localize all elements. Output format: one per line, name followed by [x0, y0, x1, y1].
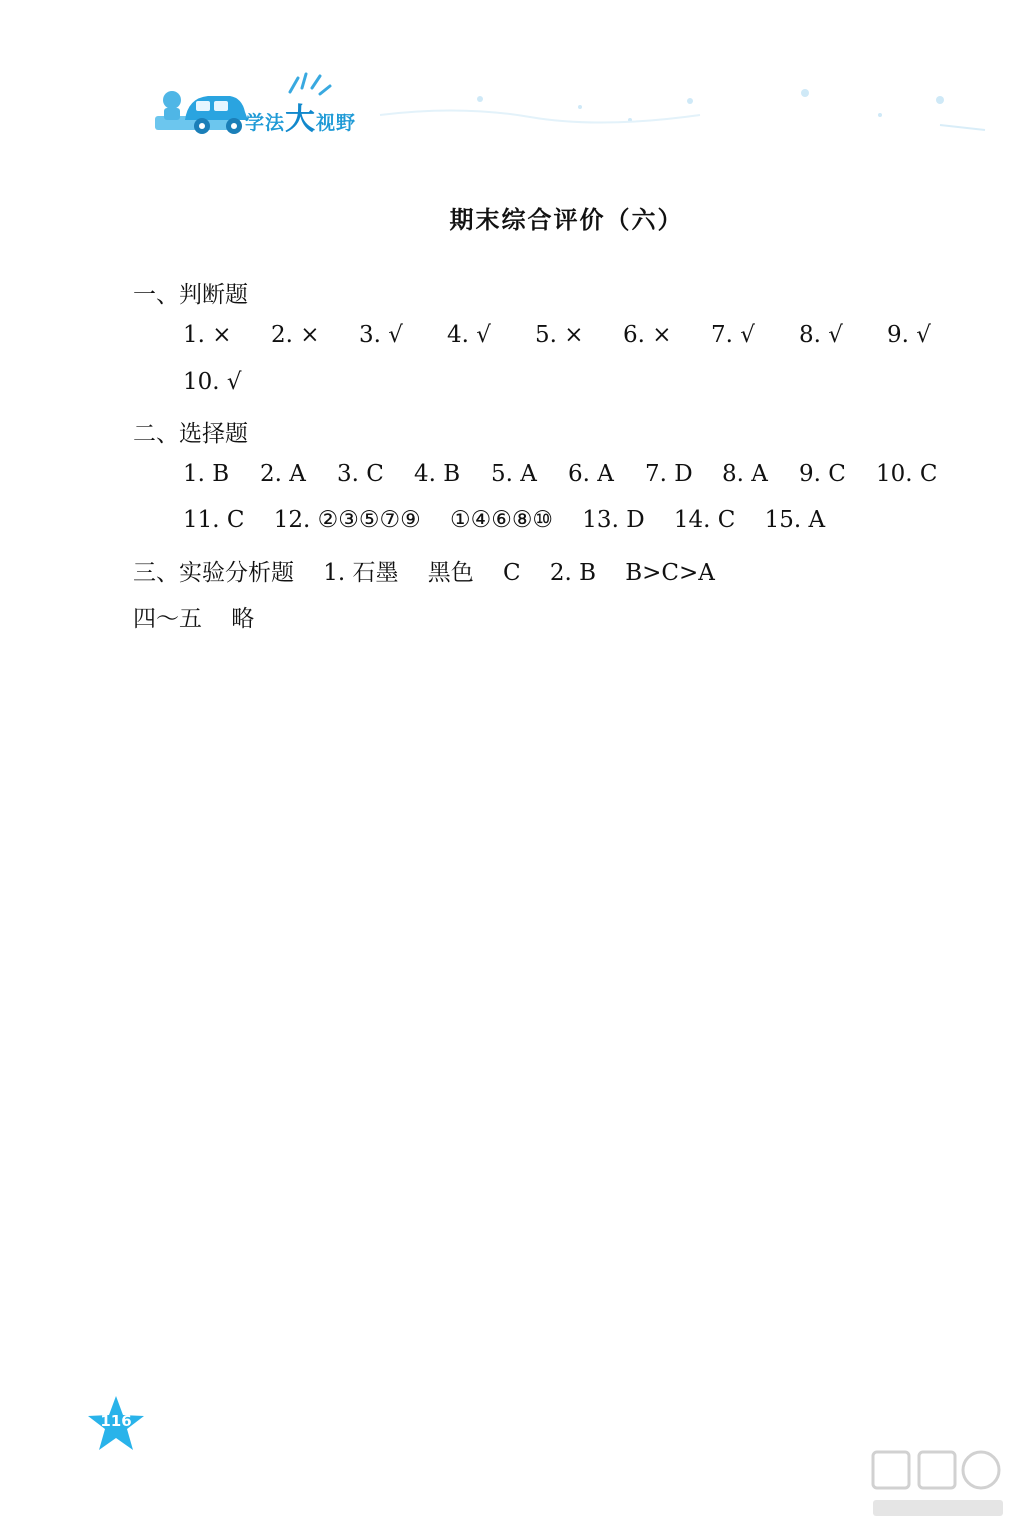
judgement-answer: 8. √: [799, 322, 843, 348]
judgement-answer: 4. √: [447, 322, 491, 348]
header-decoration: [380, 85, 1000, 145]
choice-answer: 7. D: [645, 461, 693, 487]
choice-answer: 5. A: [491, 461, 537, 487]
watermark-logo: [863, 1444, 1013, 1524]
choice-answer: 10. C: [876, 461, 938, 487]
choice-answer: 9. C: [799, 461, 846, 487]
section-experiment-analysis: 三、实验分析题 1. 石墨 黑色 C 2. B B>C>A: [133, 560, 715, 586]
judgement-answer: 7. √: [711, 322, 755, 348]
judgement-answer: 3. √: [359, 322, 403, 348]
choice-answer: 8. A: [722, 461, 768, 487]
logo-text-part1: 学法: [245, 112, 286, 134]
logo-text-big: 大: [285, 102, 317, 137]
logo-text-part2: 视野: [316, 112, 357, 134]
choice-answer: 3. C: [337, 461, 384, 487]
judgement-answers-row1: [183, 322, 975, 348]
judgement-answer: 9. √: [887, 322, 931, 348]
choice-answer: 1. B: [183, 461, 230, 487]
choice-answer: 6. A: [568, 461, 614, 487]
judgement-answers-row2: 10. √: [183, 369, 242, 395]
header-logo-text: [245, 94, 356, 138]
choice-answers-row2: 11. C 12. ②③⑤⑦⑨ ①④⑥⑧⑩ 13. D 14. C 15. A: [183, 507, 826, 533]
choice-answers-row1: [183, 461, 953, 487]
page-title: 期末综合评价（六）: [449, 206, 684, 234]
section-heading-choice: 二、选择题: [133, 421, 248, 447]
section-four-five: 四～五 略: [133, 606, 255, 632]
choice-answer: 4. B: [414, 461, 461, 487]
choice-answer: 2. A: [260, 461, 306, 487]
judgement-answer: 1. ×: [183, 322, 232, 348]
page-number: 116: [100, 1412, 132, 1430]
page-number-badge: [86, 1394, 146, 1454]
judgement-answer: 6. ×: [623, 322, 672, 348]
section-heading-judgement: 一、判断题: [133, 282, 248, 308]
judgement-answer: 2. ×: [271, 322, 320, 348]
judgement-answer: 5. ×: [535, 322, 584, 348]
